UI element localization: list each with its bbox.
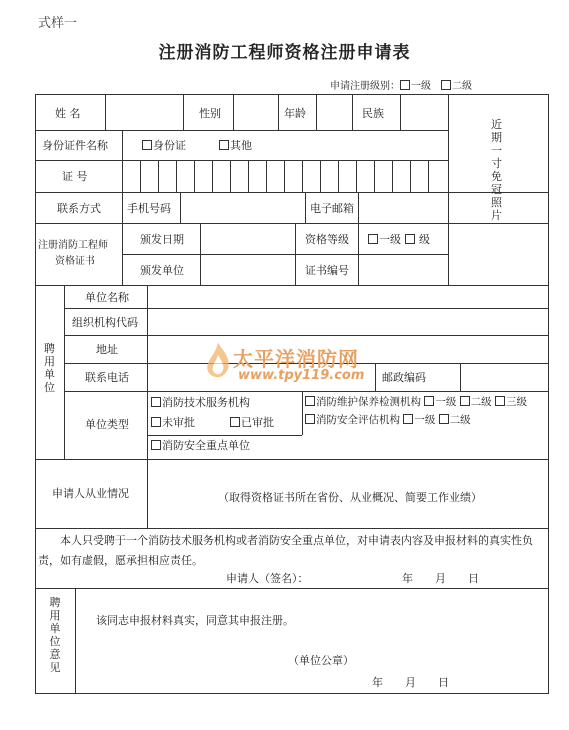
- form-title: 注册消防工程师资格注册申请表: [158, 43, 411, 63]
- cert-label-line2: 资格证书: [55, 256, 95, 267]
- opinion-side-label: 聘用单位意见: [49, 596, 61, 674]
- level-prefix: 申请注册级别：: [330, 81, 400, 92]
- type-key-unit-label: 消防安全重点单位: [162, 439, 250, 452]
- type-unapproved-checkbox[interactable]: [151, 417, 161, 427]
- assess-level-1-checkbox[interactable]: [403, 414, 413, 424]
- maint-level-3-checkbox[interactable]: [495, 396, 505, 406]
- phone-label: 联系电话: [85, 371, 129, 384]
- employer-side-label: 聘用单位: [44, 342, 55, 394]
- email-field[interactable]: [359, 193, 447, 222]
- id-type-option-id[interactable]: [142, 139, 186, 152]
- seal-label: （单位公章）: [288, 654, 354, 667]
- id-type-option-other[interactable]: [219, 139, 252, 152]
- cert-label-line1: 注册消防工程师: [38, 240, 108, 251]
- type-approved-label: 已审批: [241, 416, 274, 429]
- issuer-label: 颁发单位: [140, 264, 184, 277]
- level-1-label: 一级: [411, 81, 431, 92]
- type-maintenance: [305, 396, 527, 409]
- signer-label: 申请人（签名）：: [226, 572, 309, 585]
- id-card-label: 身份证: [153, 139, 186, 152]
- id-card-checkbox[interactable]: [142, 140, 152, 150]
- declaration-line1: 本人只受聘于一个消防技术服务机构或者消防安全重点单位，对申请表内容及申报材料的真实性负: [60, 534, 533, 547]
- experience-label: 申请人从业情况: [52, 487, 129, 500]
- gender-label: 性别: [199, 107, 221, 120]
- employer-name-label: 单位名称: [85, 291, 129, 304]
- address-label: 地址: [96, 343, 118, 356]
- org-code-label: 组织机构代码: [72, 316, 138, 329]
- ethnic-field[interactable]: [401, 96, 447, 129]
- grade-2-label: 级: [419, 233, 430, 246]
- level-1-checkbox[interactable]: [400, 80, 410, 90]
- cert-no-label: 证书编号: [305, 264, 349, 277]
- name-field[interactable]: [106, 96, 182, 129]
- declaration-date: 年 月 日: [402, 572, 479, 585]
- assess-level-2-label: 二级: [449, 414, 471, 426]
- gender-field[interactable]: [234, 96, 277, 129]
- id-number-label: 证 号: [62, 170, 88, 183]
- other-id-checkbox[interactable]: [219, 140, 229, 150]
- contact-label: 联系方式: [57, 202, 101, 215]
- ethnic-label: 民族: [362, 107, 384, 120]
- photo-hint: 近期一寸免冠照片: [491, 118, 502, 222]
- watermark-title: 太平洋消防网: [233, 347, 359, 371]
- type-key-unit-checkbox[interactable]: [151, 440, 161, 450]
- issuer-field[interactable]: [201, 255, 294, 284]
- type-unapproved[interactable]: [151, 416, 195, 429]
- issue-date-label: 颁发日期: [140, 233, 184, 246]
- grade-1-checkbox[interactable]: [368, 234, 378, 244]
- type-assessment-checkbox[interactable]: [305, 414, 315, 424]
- age-label: 年龄: [284, 107, 306, 120]
- sample-label: 式样一: [38, 16, 78, 31]
- maint-level-2-label: 二级: [470, 396, 492, 408]
- cert-no-field[interactable]: [359, 255, 447, 284]
- maint-level-1-label: 一级: [435, 396, 457, 408]
- mobile-label: 手机号码: [127, 202, 171, 215]
- age-field[interactable]: [317, 96, 351, 129]
- type-assessment: [305, 414, 471, 427]
- declaration-line2: 责，如有虚假，愿承担相应责任。: [38, 554, 203, 567]
- experience-hint: （取得资格证书所在省份、从业概况、简要工作业绩）: [218, 491, 482, 504]
- type-key-unit[interactable]: [151, 439, 250, 452]
- type-maintenance-checkbox[interactable]: [305, 396, 315, 406]
- level-selector: [330, 80, 472, 93]
- id-type-label: 身份证件名称: [42, 139, 108, 152]
- issue-date-field[interactable]: [201, 224, 294, 253]
- id-number-field[interactable]: [123, 161, 447, 191]
- email-label: 电子邮箱: [310, 202, 354, 215]
- type-tech-service-label: 消防技术服务机构: [162, 396, 250, 409]
- grade-options: [368, 233, 430, 246]
- type-assessment-label: 消防安全评估机构: [316, 414, 400, 426]
- employer-name-field[interactable]: [148, 286, 547, 307]
- maint-level-1-checkbox[interactable]: [424, 396, 434, 406]
- opinion-text: 该同志申报材料真实，同意其申报注册。: [96, 614, 294, 627]
- grade-1-label: 一级: [379, 233, 401, 246]
- type-tech-service-checkbox[interactable]: [151, 397, 161, 407]
- signature-field[interactable]: [310, 566, 390, 584]
- type-tech-service[interactable]: [151, 396, 250, 409]
- flame-logo-icon: [203, 340, 233, 380]
- maint-level-2-checkbox[interactable]: [460, 396, 470, 406]
- other-id-label: 其他: [230, 139, 252, 152]
- grade-label: 资格等级: [305, 233, 349, 246]
- type-approved-checkbox[interactable]: [230, 417, 240, 427]
- type-unapproved-label: 未审批: [162, 416, 195, 429]
- name-label: 姓 名: [55, 107, 81, 120]
- grade-2-checkbox[interactable]: [405, 234, 415, 244]
- type-maintenance-label: 消防维护保养检测机构: [316, 396, 421, 408]
- opinion-field[interactable]: [76, 589, 547, 692]
- org-type-label: 单位类型: [85, 418, 129, 431]
- assess-level-2-checkbox[interactable]: [439, 414, 449, 424]
- org-code-field[interactable]: [148, 309, 547, 334]
- postcode-field[interactable]: [461, 364, 547, 390]
- level-2-label: 二级: [452, 81, 472, 92]
- assess-level-1-label: 一级: [414, 414, 436, 426]
- opinion-date: 年 月 日: [372, 676, 449, 689]
- type-approved[interactable]: [230, 416, 274, 429]
- postcode-label: 邮政编码: [382, 371, 426, 384]
- level-2-checkbox[interactable]: [441, 80, 451, 90]
- maint-level-3-label: 三级: [506, 396, 528, 408]
- watermark-url: www.tpy119.com: [238, 368, 365, 383]
- mobile-field[interactable]: [181, 193, 304, 222]
